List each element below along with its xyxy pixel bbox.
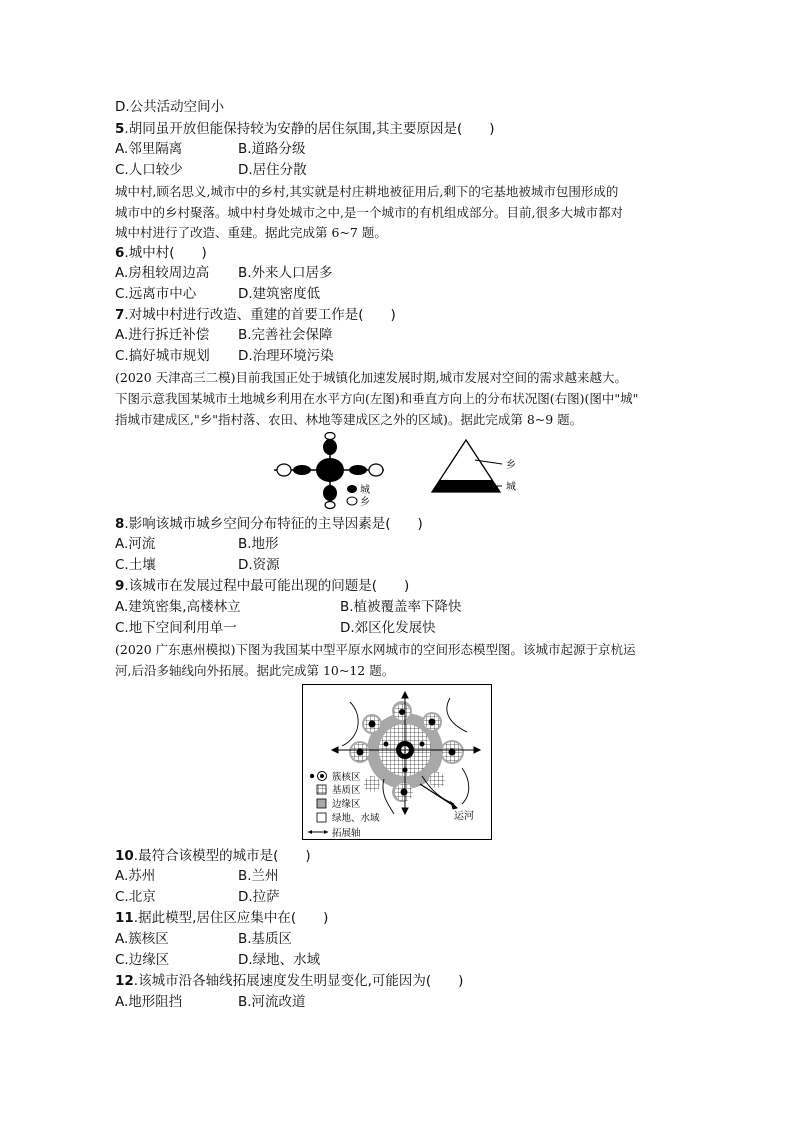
- q10-option-c[interactable]: C.北京: [115, 889, 156, 905]
- question-number: 10: [115, 848, 134, 864]
- q10-option-d[interactable]: D.拉萨: [238, 889, 280, 905]
- city-spatial-model-figure: [302, 684, 492, 840]
- question-number: 9: [115, 578, 125, 594]
- canal-label: 运河: [454, 811, 474, 822]
- question-12: [115, 971, 463, 991]
- legend-city-label: 城: [360, 485, 370, 496]
- question-10: [115, 846, 311, 866]
- legend-edge-swatch: [317, 799, 326, 808]
- question-text: .据此模型,居住区应集中在( ): [133, 910, 329, 926]
- q8-option-c[interactable]: C.土壤: [115, 557, 156, 573]
- q9-option-d[interactable]: D.郊区化发展快: [340, 620, 436, 636]
- q6-option-a[interactable]: A.房租较周边高: [115, 265, 210, 281]
- q11-option-a[interactable]: A.簇核区: [115, 931, 169, 947]
- q6-option-b[interactable]: B.外来人口居多: [238, 265, 333, 281]
- triangle-village-label: 乡: [506, 460, 516, 471]
- q7-option-a[interactable]: A.进行拆迁补偿: [115, 327, 210, 343]
- legend-green-label: 绿地、水域: [332, 813, 380, 824]
- q9-option-b[interactable]: B.植被覆盖率下降快: [340, 599, 462, 615]
- q6-option-d[interactable]: D.建筑密度低: [238, 286, 321, 302]
- legend-village-label: 乡: [360, 497, 370, 508]
- q9-option-a[interactable]: A.建筑密集,高楼林立: [115, 599, 241, 615]
- question-7: [115, 305, 396, 325]
- q12-option-b[interactable]: B.河流改道: [238, 994, 306, 1010]
- q4-option-d: D.公共活动空间小: [115, 99, 225, 115]
- passage-8-9-line1: (2020 天津高三二模)目前我国正处于城镇化加速发展时期,城市发展对空间的需求越来越大。: [115, 370, 628, 385]
- q8-option-b[interactable]: B.地形: [238, 536, 279, 552]
- q11-option-c[interactable]: C.边缘区: [115, 952, 170, 968]
- legend-core-dot-icon: [310, 774, 314, 778]
- q6-option-c[interactable]: C.远离市中心: [115, 286, 197, 302]
- horizontal-distribution-diagram: [274, 433, 384, 509]
- q7-option-b[interactable]: B.完善社会保障: [238, 327, 333, 343]
- question-text: .该城市沿各轴线拓展速度发生明显变化,可能因为( ): [133, 973, 464, 989]
- passage-8-9-line3: 指城市建成区,"乡"指村落、农田、林地等建成区之外的区域)。据此完成第 8~9 题。: [115, 412, 583, 427]
- city-village-distribution-figure: [270, 432, 530, 512]
- passage-6-7-line1: 城中村,顾名思义,城市中的乡村,其实就是村庄耕地被征用后,剩下的宅基地被城市包围形成的: [115, 184, 619, 199]
- passage-10-12-line1: (2020 广东惠州模拟)下图为我国某中型平原水网城市的空间形态模型图。该城市起源于京杭运: [115, 642, 636, 657]
- legend-green-swatch: [317, 813, 326, 822]
- question-number: 11: [115, 910, 134, 926]
- question-text: .城中村( ): [124, 245, 207, 261]
- q8-option-d[interactable]: D.资源: [238, 557, 280, 573]
- vertical-distribution-diagram: [432, 440, 516, 493]
- q7-option-d[interactable]: D.治理环境污染: [238, 348, 334, 364]
- q11-option-d[interactable]: D.绿地、水域: [238, 952, 321, 968]
- legend-matrix-swatch: [317, 785, 326, 794]
- question-text: .最符合该模型的城市是( ): [133, 848, 311, 864]
- question-11: [115, 908, 328, 928]
- question-number: 7: [115, 307, 125, 323]
- q5-option-a[interactable]: A.邻里隔离: [115, 141, 183, 157]
- question-number: 6: [115, 245, 125, 261]
- legend-city-swatch: [347, 485, 357, 493]
- legend-edge-label: 边缘区: [332, 799, 361, 810]
- legend-matrix-label: 基质区: [332, 785, 361, 796]
- passage-6-7-line3: 城中村进行了改造、重建。据此完成第 6~7 题。: [115, 225, 387, 240]
- q5-option-d[interactable]: D.居住分散: [238, 162, 307, 178]
- question-5: [115, 119, 495, 139]
- triangle-city-label: 城: [506, 482, 516, 493]
- question-text: .该城市在发展过程中最可能出现的问题是( ): [124, 578, 410, 594]
- passage-6-7-line2: 城市中的乡村聚落。城中村身处城市之中,是一个城市的有机组成部分。目前,很多大城市都对: [115, 205, 623, 220]
- q10-option-b[interactable]: B.兰州: [238, 868, 279, 884]
- passage-10-12-line2: 河,后沿多轴线向外拓展。据此完成第 10~12 题。: [115, 663, 395, 678]
- legend-village-swatch: [347, 497, 357, 505]
- question-number: 8: [115, 516, 125, 532]
- passage-8-9-line2: 下图示意我国某城市土地城乡利用在水平方向(左图)和垂直方向上的分布状况图(右图)(图中"城": [115, 391, 639, 406]
- q8-option-a[interactable]: A.河流: [115, 536, 156, 552]
- question-text: .对城中村进行改造、重建的首要工作是( ): [124, 307, 396, 323]
- question-text: .影响该城市城乡空间分布特征的主导因素是( ): [124, 516, 423, 532]
- question-8: [115, 514, 423, 534]
- q7-option-c[interactable]: C.搞好城市规划: [115, 348, 210, 364]
- question-number: 5: [115, 121, 125, 137]
- legend-axis-label: 拓展轴: [332, 828, 361, 839]
- question-6: [115, 243, 207, 263]
- legend-core-label: 簇核区: [332, 772, 361, 783]
- q9-option-c[interactable]: C.地下空间利用单一: [115, 620, 237, 636]
- question-text: .胡同虽开放但能保持较为安静的居住氛围,其主要原因是( ): [124, 121, 495, 137]
- q5-option-c[interactable]: C.人口较少: [115, 162, 183, 178]
- q5-option-b[interactable]: B.道路分级: [238, 141, 306, 157]
- q12-option-a[interactable]: A.地形阻挡: [115, 994, 183, 1010]
- question-number: 12: [115, 973, 134, 989]
- q11-option-b[interactable]: B.基质区: [238, 931, 293, 947]
- question-9: [115, 576, 409, 596]
- q10-option-a[interactable]: A.苏州: [115, 868, 156, 884]
